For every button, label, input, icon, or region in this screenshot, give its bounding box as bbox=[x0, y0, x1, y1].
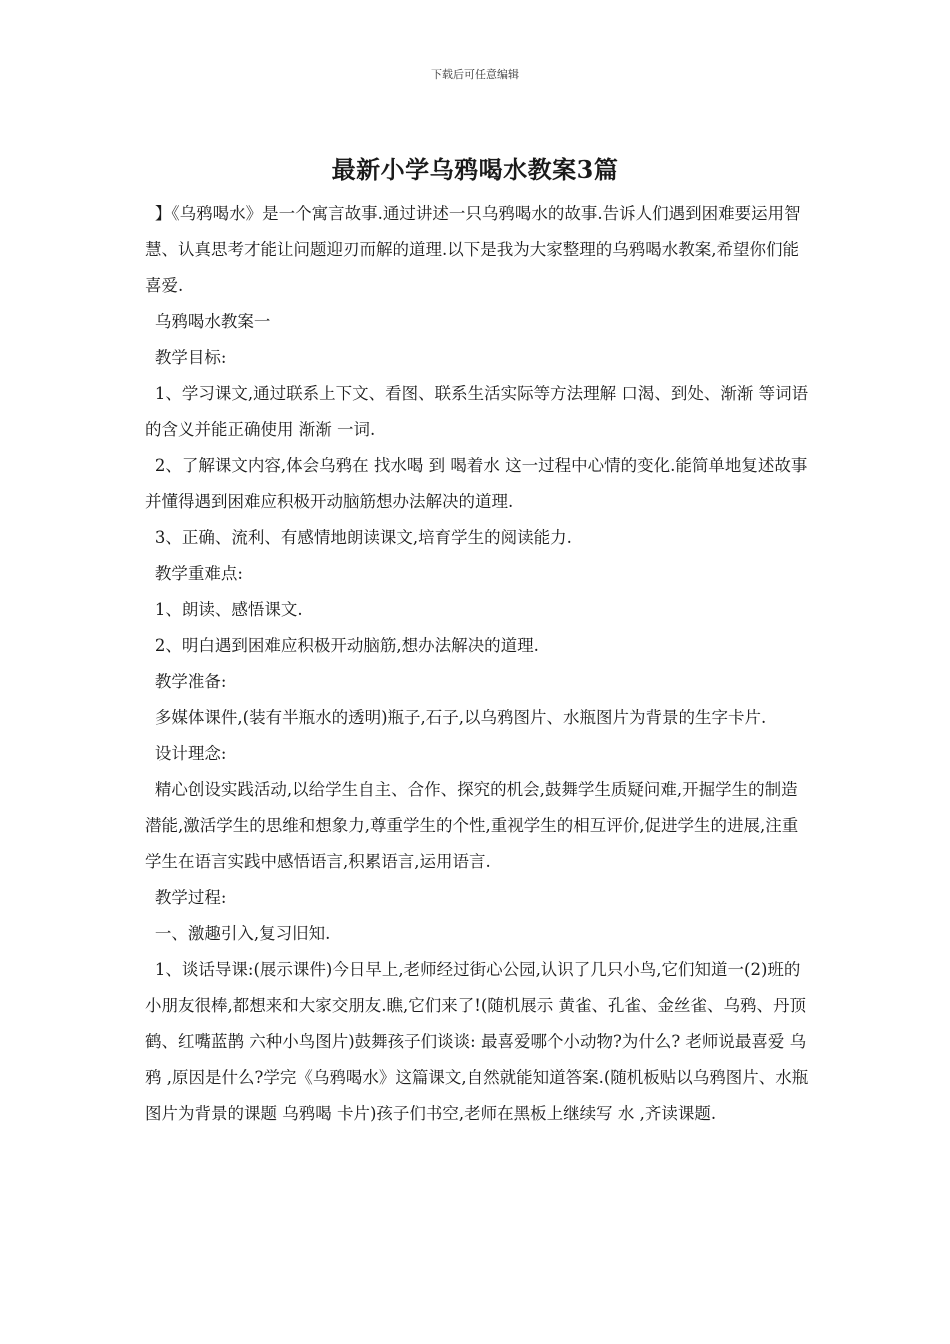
paragraph: 精心创设实践活动,以给学生自主、合作、探究的机会,鼓舞学生质疑问难,开掘学生的制造潜能,激活学生的思维和想象力,尊重学生的个性,重视学生的相互评价,促进学生的进展,注重学生在语言实践中感悟语言,积累语言,运用语言. bbox=[145, 780, 799, 871]
paragraph: 教学重难点: bbox=[154, 564, 243, 583]
paragraph: 教学目标: bbox=[154, 348, 227, 367]
paragraph: 1、朗读、感悟课文. bbox=[154, 600, 303, 619]
paragraph: 】《乌鸦喝水》是一个寓言故事.通过讲述一只乌鸦喝水的故事.告诉人们遇到困难要运用智慧、认真思考才能让问题迎刃而解的道理.以下是我为大家整理的乌鸦喝水教案,希望你们能喜爱. bbox=[145, 204, 801, 295]
paragraph: 教学准备: bbox=[154, 672, 227, 691]
paragraph: 2、明白遇到困难应积极开动脑筋,想办法解决的道理. bbox=[154, 636, 539, 655]
paragraph: 教学过程: bbox=[154, 888, 227, 907]
paragraph: 设计理念: bbox=[154, 744, 227, 763]
paragraph: 1、学习课文,通过联系上下文、看图、联系生活实际等方法理解 口渴、到处、渐渐 等词语的含义并能正确使用 渐渐 一词. bbox=[145, 384, 809, 439]
paragraph: 一、激趣引入,复习旧知. bbox=[154, 924, 331, 943]
document-title: 最新小学乌鸦喝水教案3篇 bbox=[331, 155, 619, 184]
paragraph: 乌鸦喝水教案一 bbox=[154, 312, 271, 331]
paragraph: 2、了解课文内容,体会乌鸦在 找水喝 到 喝着水 这一过程中心情的变化.能简单地复述故事并懂得遇到困难应积极开动脑筋想办法解决的道理. bbox=[145, 456, 808, 511]
document-body bbox=[145, 196, 813, 1132]
paragraph: 多媒体课件,(装有半瓶水的透明)瓶子,石子,以乌鸦图片、水瓶图片为背景的生字卡片. bbox=[154, 708, 767, 727]
paragraph: 1、谈话导课:(展示课件)今日早上,老师经过街心公园,认识了几只小鸟,它们知道一(2)班的小朋友很棒,都想来和大家交朋友.瞧,它们来了!(随机展示 黄雀、孔雀、金丝雀、乌鸦、丹顶鹤、红嘴蓝鹊 六种小鸟图片)鼓舞孩子们谈谈: 最喜爱哪个小动物?为什么? 老师说最喜爱 乌鸦 ,原因是什么?学完《乌鸦喝水》这篇课文,自然就能知道答案.(随机板贴以乌鸦图片、水瓶图片为背景的课题 乌鸦喝 卡片)孩子们书空,老师在黑板上继续写 水 ,齐读课题. bbox=[145, 960, 809, 1123]
paragraph: 3、正确、流利、有感情地朗读课文,培育学生的阅读能力. bbox=[154, 528, 572, 547]
header-note: 下载后可任意编辑 bbox=[431, 68, 519, 81]
